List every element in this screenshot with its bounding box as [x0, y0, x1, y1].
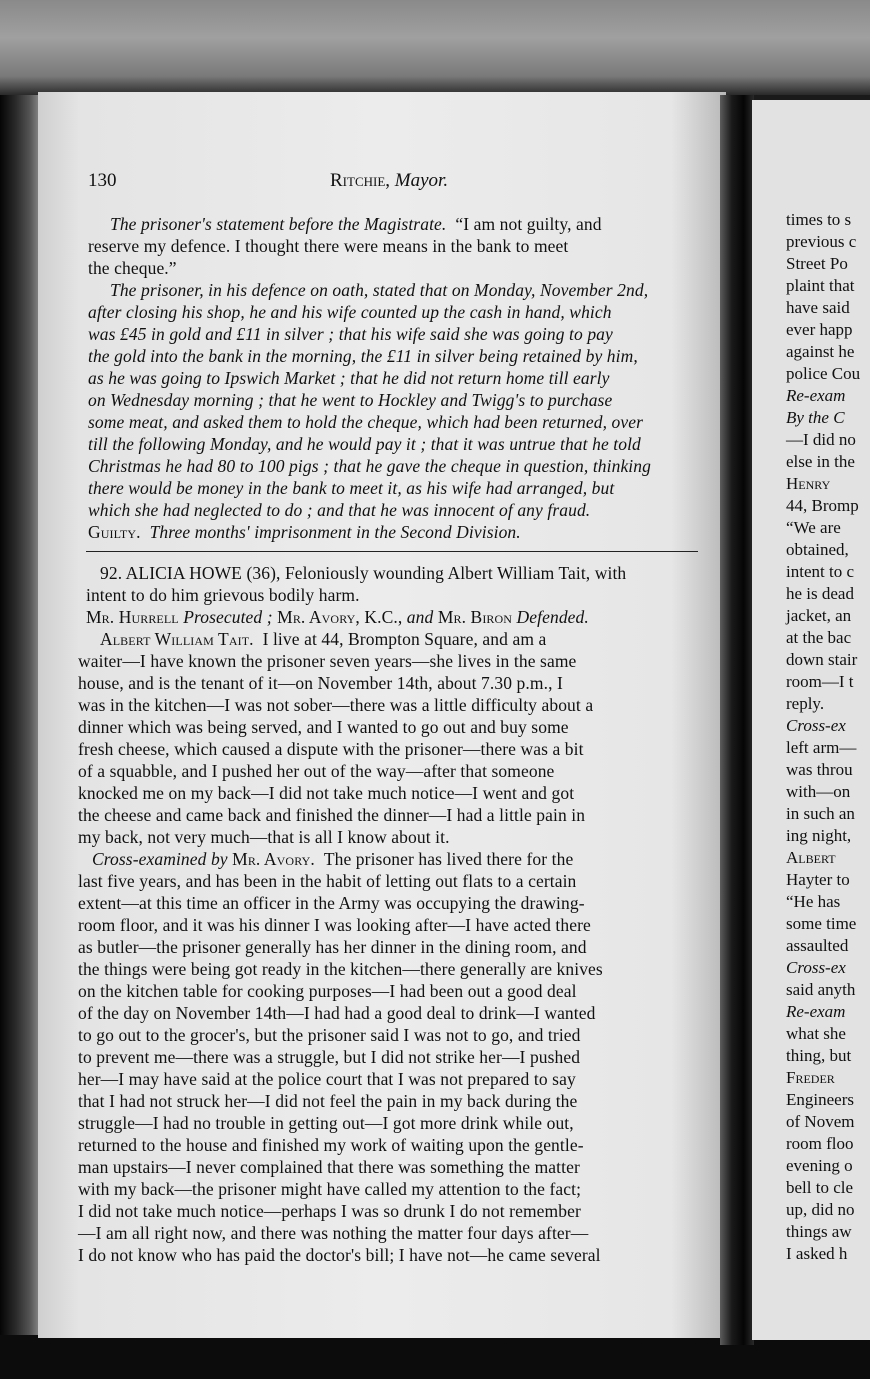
cross-first-line	[78, 848, 698, 870]
witness-name: Albert William Tait.	[100, 629, 254, 649]
facing-line: things aw	[786, 1222, 852, 1241]
witness-line: the cheese and came back and finished the dinner—I had a little pain in	[78, 805, 586, 825]
facing-line: evening o	[786, 1156, 853, 1175]
and-word: and	[406, 607, 434, 627]
running-head-name: Ritchie,	[330, 170, 391, 191]
facing-line: with—on	[786, 782, 851, 801]
defence-line: on Wednesday morning ; that he went to Hockley and Twigg's to purchase	[88, 390, 613, 410]
witness-line: house, and is the tenant of it—on November 14th, about 7.30 p.m., I	[78, 673, 563, 693]
facing-line: Engineers	[786, 1090, 854, 1109]
facing-line: some time	[786, 914, 857, 933]
page-number: 130	[88, 170, 117, 191]
verdict-line	[88, 521, 706, 543]
running-head-title: Mayor.	[394, 170, 449, 191]
statement-quote: “I am not guilty, and	[455, 214, 602, 234]
cross-line: on the kitchen table for cooking purposes—I had been out a good deal	[78, 981, 577, 1001]
case-title-line: 92. ALICIA HOWE (36), Feloniously wounding Albert William Tait, with	[100, 563, 627, 583]
cross-line: that I had not struck her—I did not feel the pain in my back during the	[78, 1091, 578, 1111]
section-divider	[86, 551, 698, 552]
cross-line: last five years, and has been in the habit of letting out flats to a certain	[78, 871, 577, 891]
case-block	[78, 562, 698, 1266]
witness-line: dinner which was being served, and I wanted to go out and buy some	[78, 717, 569, 737]
cross-line: her—I may have said at the police court that I was not prepared to say	[78, 1069, 576, 1089]
facing-line: obtained,	[786, 540, 849, 559]
facing-line: down stair	[786, 650, 858, 669]
facing-line: room—I t	[786, 672, 854, 691]
book-top-edge	[0, 0, 870, 95]
cross-line: returned to the house and finished my work of waiting upon the gentle-	[78, 1135, 584, 1155]
book-spine-left	[0, 95, 40, 1379]
cross-line: to go out to the grocer's, but the prisoner said I was not to go, and tried	[78, 1025, 581, 1045]
defence-line: till the following Monday, and he would pay it ; that it was untrue that he told	[88, 434, 641, 454]
witness-line: of a squabble, and I pushed her out of the way—after that someone	[78, 761, 555, 781]
facing-line: he is dead	[786, 584, 854, 603]
facing-line: jacket, an	[786, 606, 852, 625]
facing-line: Freder	[786, 1068, 835, 1087]
verdict-sentence: Three months' imprisonment in the Second Division.	[149, 522, 521, 542]
statement-block	[88, 213, 706, 543]
defence-line: Christmas he had 80 to 100 pigs ; that he gave the cheque in question, thinking	[88, 456, 651, 476]
defender-role: Defended.	[516, 607, 589, 627]
right-facing-page	[752, 100, 870, 1340]
facing-line: Cross-ex	[786, 716, 846, 735]
defence-line: the gold into the bank in the morning, the £11 in silver being retained by him,	[88, 346, 638, 366]
facing-line: Cross-ex	[786, 958, 846, 977]
cross-line: as butler—the prisoner generally has her dinner in the dining room, and	[78, 937, 587, 957]
defence-line: some meat, and asked them to hold the cheque, which had been returned, over	[88, 412, 644, 432]
facing-line: room floo	[786, 1134, 854, 1153]
facing-line: plaint that	[786, 276, 855, 295]
facing-line: what she	[786, 1024, 846, 1043]
facing-line: up, did no	[786, 1200, 855, 1219]
cross-counsel: Mr. Avory.	[232, 849, 315, 869]
facing-line: “He has	[786, 892, 841, 911]
facing-line: against he	[786, 342, 855, 361]
cross-line: man upstairs—I never complained that there was something the matter	[78, 1157, 580, 1177]
cross-line: I do not know who has paid the doctor's bill; I have not—he came several	[78, 1245, 601, 1265]
case-title-line: intent to do him grievous bodily harm.	[86, 585, 360, 605]
facing-line: 44, Bromp	[786, 496, 859, 515]
witness-line: was in the kitchen—I was not sober—there was a little difficulty about a	[78, 695, 594, 715]
counsel-line	[78, 606, 698, 628]
statement-line: reserve my defence. I thought there were means in the bank to meet	[88, 236, 569, 256]
cross-line: with my back—the prisoner might have called my attention to the fact;	[78, 1179, 582, 1199]
defence-line: was £45 in gold and £11 in silver ; that his wife said she was going to pay	[88, 324, 613, 344]
facing-line: Re-exam	[786, 1002, 846, 1021]
facing-line: Hayter to	[786, 870, 850, 889]
facing-line: reply.	[786, 694, 825, 713]
defence-line: as he was going to Ipswich Market ; that he did not return home till early	[88, 368, 610, 388]
defender-name-1: Mr. Avory,	[277, 607, 360, 627]
statement-label: The prisoner's statement before the Magistrate.	[110, 214, 447, 234]
defence-line: The prisoner, in his defence on oath, stated that on Monday, November 2nd,	[110, 280, 649, 300]
cross-line: room floor, and it was his dinner I was looking after—I have acted there	[78, 915, 591, 935]
facing-line: in such an	[786, 804, 855, 823]
verdict-label: Guilty.	[88, 522, 141, 542]
cross-text: The prisoner has lived there for the	[323, 849, 574, 869]
witness-line: fresh cheese, which caused a dispute with the prisoner—there was a bit	[78, 739, 584, 759]
facing-line: said anyth	[786, 980, 856, 999]
cross-line: —I am all right now, and there was nothing the matter four days after—	[78, 1223, 589, 1243]
cross-label: Cross-examined by	[92, 849, 228, 869]
facing-line: —I did no	[786, 430, 856, 449]
defence-line: there would be money in the bank to meet it, as his wife had arranged, but	[88, 478, 615, 498]
facing-line: Henry	[786, 474, 831, 493]
facing-line: I asked h	[786, 1244, 848, 1263]
facing-line: police Cou	[786, 364, 861, 383]
defender-kc: K.C.,	[364, 607, 403, 627]
facing-line: Albert	[786, 848, 836, 867]
cross-line: extent—at this time an officer in the Army was occupying the drawing-	[78, 893, 585, 913]
facing-line: intent to c	[786, 562, 854, 581]
facing-page-text	[786, 209, 870, 1265]
facing-line: at the bac	[786, 628, 852, 647]
cross-line: of the day on November 14th—I had had a good deal to drink—I wanted	[78, 1003, 596, 1023]
facing-line: have said	[786, 298, 850, 317]
witness-text: I live at 44, Brompton Square, and am a	[262, 629, 547, 649]
facing-line: of Novem	[786, 1112, 855, 1131]
witness-line: my back, not very much—that is all I know about it.	[78, 827, 450, 847]
witness-line: waiter—I have known the prisoner seven years—she lives in the same	[78, 651, 577, 671]
prosecutor-name: Mr. Hurrell	[86, 607, 179, 627]
facing-line: else in the	[786, 452, 855, 471]
page-header	[88, 170, 708, 194]
facing-line: “We are	[786, 518, 841, 537]
defence-line: after closing his shop, he and his wife counted up the cash in hand, which	[88, 302, 612, 322]
facing-line: ever happ	[786, 320, 853, 339]
facing-line: thing, but	[786, 1046, 852, 1065]
defender-name-2: Mr. Biron	[437, 607, 513, 627]
facing-line: Street Po	[786, 254, 848, 273]
facing-line: left arm—	[786, 738, 857, 757]
cross-line: the things were being got ready in the kitchen—there generally are knives	[78, 959, 603, 979]
facing-line: ing night,	[786, 826, 852, 845]
statement-line: the cheque.”	[88, 258, 177, 278]
running-head	[330, 170, 448, 192]
facing-line: previous c	[786, 232, 857, 251]
witness-first-line	[78, 628, 698, 650]
book-gutter	[720, 95, 754, 1345]
cross-line: I did not take much notice—perhaps I was so drunk I do not remember	[78, 1201, 581, 1221]
defence-line: which she had neglected to do ; and that he was innocent of any fraud.	[88, 500, 591, 520]
facing-line: was throu	[786, 760, 853, 779]
statement-first-line	[88, 213, 706, 235]
facing-line: By the C	[786, 408, 845, 427]
facing-line: Re-exam	[786, 386, 846, 405]
witness-line: knocked me on my back—I did not take much notice—I went and got	[78, 783, 575, 803]
facing-line: assaulted	[786, 936, 849, 955]
facing-line: times to s	[786, 210, 852, 229]
facing-line: bell to cle	[786, 1178, 854, 1197]
cross-line: to prevent me—there was a struggle, but I did not strike her—I pushed	[78, 1047, 581, 1067]
prosecutor-role: Prosecuted ;	[183, 607, 273, 627]
cross-line: struggle—I had no trouble in getting out—I got more drink while out,	[78, 1113, 574, 1133]
